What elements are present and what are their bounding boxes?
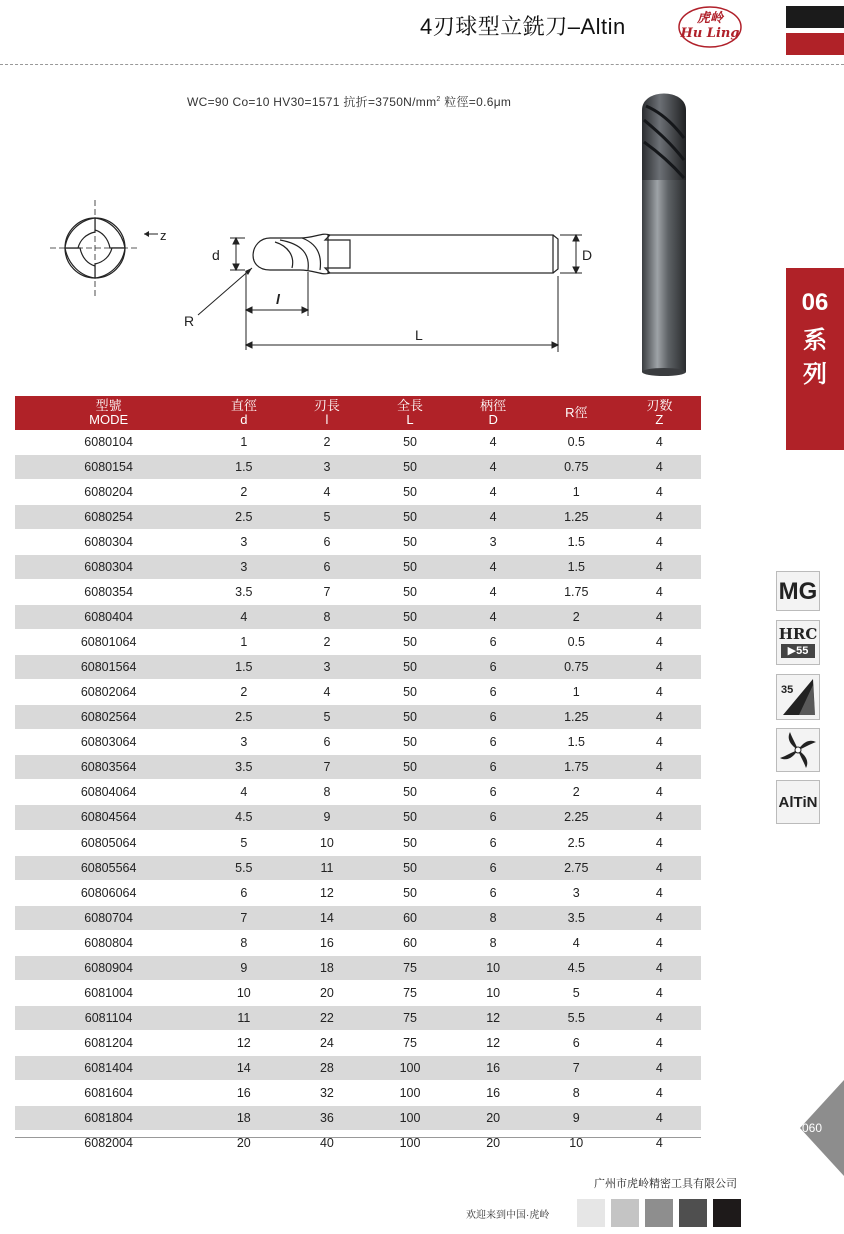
table-cell: 50 (368, 455, 451, 480)
helix-angle-icon (777, 675, 819, 719)
table-cell: 1.5 (535, 530, 618, 555)
table-cell: 1.5 (202, 455, 285, 480)
tool-drawing (40, 190, 593, 365)
series-tab-number: 06 (801, 289, 829, 316)
table-cell: 1.5 (535, 555, 618, 580)
table-cell: 6 (452, 880, 535, 905)
table-cell: 60806064 (15, 880, 202, 905)
table-cell: 2.5 (202, 705, 285, 730)
table-cell: 60801564 (15, 655, 202, 680)
table-row (15, 980, 701, 1005)
table-cell: 4 (618, 955, 701, 980)
table-cell: 60804064 (15, 780, 202, 805)
logo-latin: Hu Ling (680, 26, 740, 41)
table-row (15, 755, 701, 780)
table-cell: 4 (618, 530, 701, 555)
table-cell: 6 (452, 730, 535, 755)
table-cell: 50 (368, 855, 451, 880)
table-row (15, 930, 701, 955)
table-row (15, 1055, 701, 1080)
table-row (15, 505, 701, 530)
table-cell: 20 (202, 1130, 285, 1155)
table-cell: 6 (285, 555, 368, 580)
table-cell: 4 (618, 830, 701, 855)
column-header-top: 柄徑 (480, 398, 507, 413)
table-row (15, 705, 701, 730)
column-header-top: 全長 (397, 398, 424, 413)
table-cell: 6081104 (15, 1005, 202, 1030)
mg-badge: MG (776, 571, 820, 611)
table-cell: 2 (535, 605, 618, 630)
series-tab-char2: 列 (803, 361, 827, 388)
table-cell: 100 (368, 1105, 451, 1130)
table-cell: 4 (618, 855, 701, 880)
table-cell: 6 (285, 530, 368, 555)
table-cell: 4 (618, 980, 701, 1005)
table-cell: 4 (452, 455, 535, 480)
table-cell: 7 (285, 755, 368, 780)
table-cell: 2 (285, 630, 368, 655)
table-cell: 1 (535, 480, 618, 505)
table-cell: 14 (285, 905, 368, 930)
table-cell: 100 (368, 1055, 451, 1080)
table-cell: 4 (618, 505, 701, 530)
specs-sup: 2 (436, 96, 441, 103)
material-specs (187, 93, 511, 110)
table-cell: 1 (202, 630, 285, 655)
table-cell: 6081204 (15, 1030, 202, 1055)
helix-angle-value: 35 (781, 684, 794, 696)
table-cell: 11 (285, 855, 368, 880)
table-cell: 6 (202, 880, 285, 905)
side-view-icon (253, 234, 558, 274)
table-cell: 75 (368, 1005, 451, 1030)
welcome-text: 欢迎来到中国·虎岭 (466, 1210, 550, 1221)
table-row (15, 1030, 701, 1055)
table-cell: 4 (618, 705, 701, 730)
table-cell: 50 (368, 805, 451, 830)
table-bottom-rule (15, 1137, 701, 1138)
table-cell: 4 (452, 580, 535, 605)
table-cell: 5 (535, 980, 618, 1005)
table-cell: 12 (452, 1005, 535, 1030)
table-cell: 9 (202, 955, 285, 980)
table-cell: 12 (452, 1030, 535, 1055)
column-header (15, 396, 202, 430)
table-cell: 32 (285, 1080, 368, 1105)
page-title: 4刃球型立銑刀–Altin (420, 14, 626, 39)
table-cell: 5 (285, 705, 368, 730)
table-cell: 1 (202, 430, 285, 455)
table-cell: 50 (368, 530, 451, 555)
table-header-row (15, 396, 701, 430)
R-label: R (184, 313, 195, 329)
table-row (15, 805, 701, 830)
table-cell: 6 (452, 705, 535, 730)
table-cell: 50 (368, 730, 451, 755)
table-cell: 50 (368, 605, 451, 630)
table-cell: 6081604 (15, 1080, 202, 1105)
table-cell: 6081404 (15, 1055, 202, 1080)
table-cell: 16 (452, 1080, 535, 1105)
table-cell: 20 (452, 1130, 535, 1155)
table-cell: 4 (202, 605, 285, 630)
table-cell: 6080404 (15, 605, 202, 630)
table-row (15, 730, 701, 755)
table-cell: 4 (618, 480, 701, 505)
table-cell: 10 (202, 980, 285, 1005)
table-cell: 75 (368, 1030, 451, 1055)
table-cell: 8 (452, 930, 535, 955)
table-cell: 10 (452, 955, 535, 980)
color-swatch (611, 1199, 639, 1227)
table-cell: 36 (285, 1105, 368, 1130)
table-cell: 50 (368, 780, 451, 805)
hrc-label: HRC (778, 625, 818, 643)
table-cell: 6082004 (15, 1130, 202, 1155)
table-cell: 2 (202, 480, 285, 505)
table-cell: 20 (452, 1105, 535, 1130)
table-cell: 4 (618, 430, 701, 455)
table-cell: 4 (285, 480, 368, 505)
table-cell: 6 (452, 855, 535, 880)
table-cell: 0.5 (535, 430, 618, 455)
table-cell: 6081804 (15, 1105, 202, 1130)
table-cell: 3 (452, 530, 535, 555)
table-cell: 4 (452, 505, 535, 530)
table-cell: 8 (452, 905, 535, 930)
table-cell: 3 (202, 555, 285, 580)
table-cell: 0.75 (535, 655, 618, 680)
table-cell: 0.5 (535, 630, 618, 655)
column-header-bottom: L (406, 412, 414, 427)
table-row (15, 1080, 701, 1105)
table-cell: 12 (202, 1030, 285, 1055)
table-row (15, 1130, 701, 1155)
table-cell: 2.5 (535, 830, 618, 855)
table-cell: 60 (368, 930, 451, 955)
column-header-top: 刃長 (313, 398, 340, 413)
table-row (15, 430, 701, 455)
table-cell: 6 (452, 780, 535, 805)
table-cell: 4 (618, 930, 701, 955)
table-cell: 75 (368, 980, 451, 1005)
hrc-badge (776, 620, 820, 665)
color-swatch (645, 1199, 673, 1227)
table-cell: 50 (368, 580, 451, 605)
table-cell: 4 (618, 805, 701, 830)
table-cell: 4 (618, 1130, 701, 1155)
specs-text: WC=90 Co=10 HV30=1571 抗折=3750N/mm (187, 95, 437, 109)
table-cell: 4 (618, 580, 701, 605)
table-cell: 4 (618, 555, 701, 580)
table-cell: 3 (202, 530, 285, 555)
table-cell: 6080804 (15, 930, 202, 955)
table-cell: 8 (535, 1080, 618, 1105)
column-header (535, 396, 618, 430)
table-cell: 6 (535, 1030, 618, 1055)
table-cell: 3 (285, 655, 368, 680)
specs-tail: 粒徑=0.6μm (440, 95, 512, 109)
column-header-top: 直徑 (230, 398, 257, 413)
table-cell: 11 (202, 1005, 285, 1030)
logo-chinese: 虎岭 (696, 11, 723, 26)
table-row (15, 630, 701, 655)
table-cell: 6080304 (15, 555, 202, 580)
column-header-top: 刃数 (646, 398, 673, 413)
table-body (15, 430, 701, 1155)
table-cell: 4.5 (535, 955, 618, 980)
table-cell: 60803064 (15, 730, 202, 755)
column-header-bottom: D (488, 412, 498, 427)
table-cell: 6 (452, 805, 535, 830)
column-header (202, 396, 285, 430)
table-cell: 4 (618, 605, 701, 630)
table-cell: 1.25 (535, 705, 618, 730)
table-cell: 2 (285, 430, 368, 455)
table-cell: 6080254 (15, 505, 202, 530)
table-cell: 50 (368, 680, 451, 705)
table-row (15, 1005, 701, 1030)
table-row (15, 830, 701, 855)
column-header (285, 396, 368, 430)
table-cell: 4 (618, 1080, 701, 1105)
table-cell: 2.75 (535, 855, 618, 880)
table-cell: 100 (368, 1080, 451, 1105)
table-cell: 4 (618, 1005, 701, 1030)
table-cell: 24 (285, 1030, 368, 1055)
table-row (15, 680, 701, 705)
table-cell: 4 (618, 755, 701, 780)
table-cell: 14 (202, 1055, 285, 1080)
table-row (15, 480, 701, 505)
column-header (618, 396, 701, 430)
table-cell: 6080104 (15, 430, 202, 455)
table-cell: 18 (202, 1105, 285, 1130)
table-cell: 60805564 (15, 855, 202, 880)
l-label: l (276, 291, 280, 307)
column-header-bottom: Z (655, 412, 664, 427)
table-cell: 50 (368, 505, 451, 530)
table-cell: 60805064 (15, 830, 202, 855)
column-header-bottom: MODE (89, 412, 129, 427)
table-cell: 2.25 (535, 805, 618, 830)
table-cell: 3.5 (202, 755, 285, 780)
table-cell: 4 (202, 780, 285, 805)
table-cell: 8 (285, 605, 368, 630)
table-cell: 4 (618, 680, 701, 705)
table-cell: 4 (618, 905, 701, 930)
table-cell: 5.5 (535, 1005, 618, 1030)
table-cell: 6080354 (15, 580, 202, 605)
hrc-value: ▶55 (781, 644, 815, 658)
table-cell: 75 (368, 955, 451, 980)
table-cell: 16 (202, 1080, 285, 1105)
end-view-icon (50, 200, 140, 298)
table-cell: 6081004 (15, 980, 202, 1005)
four-flute-icon (777, 729, 819, 771)
column-header-top: 型號 (95, 398, 122, 413)
table-row (15, 530, 701, 555)
flute-count-badge (776, 728, 820, 772)
table-cell: 50 (368, 830, 451, 855)
table-row (15, 655, 701, 680)
table-cell: 4 (618, 780, 701, 805)
table-cell: 1.5 (535, 730, 618, 755)
header-bar-black (786, 6, 844, 28)
table-cell: 50 (368, 480, 451, 505)
table-row (15, 455, 701, 480)
table-cell: 6080154 (15, 455, 202, 480)
table-cell: 6 (452, 680, 535, 705)
table-cell: 6080904 (15, 955, 202, 980)
table-row (15, 605, 701, 630)
color-swatch (679, 1199, 707, 1227)
table-cell: 3.5 (202, 580, 285, 605)
table-cell: 4 (452, 480, 535, 505)
table-cell: 3 (535, 880, 618, 905)
end-mill-photo (630, 82, 700, 382)
table-cell: 3 (285, 455, 368, 480)
table-cell: 1.5 (202, 655, 285, 680)
page-number: 060 (802, 1121, 823, 1135)
series-tab-char1: 系 (803, 327, 827, 354)
table-cell: 16 (285, 930, 368, 955)
table-cell: 28 (285, 1055, 368, 1080)
table-cell: 100 (368, 1130, 451, 1155)
table-cell: 10 (285, 830, 368, 855)
table-cell: 9 (285, 805, 368, 830)
table-cell: 8 (285, 780, 368, 805)
table-cell: 6 (285, 730, 368, 755)
table-cell: 6080304 (15, 530, 202, 555)
table-cell: 6 (452, 655, 535, 680)
column-header-top: R徑 (565, 405, 588, 420)
table-cell: 60803564 (15, 755, 202, 780)
coating-badge: AlTiN (776, 780, 820, 824)
table-cell: 50 (368, 705, 451, 730)
table-cell: 4 (618, 730, 701, 755)
table-cell: 1.75 (535, 755, 618, 780)
d-label: d (212, 247, 220, 263)
color-swatch (713, 1199, 741, 1227)
table-cell: 18 (285, 955, 368, 980)
table-cell: 5.5 (202, 855, 285, 880)
table-cell: 4 (285, 680, 368, 705)
table-row (15, 1105, 701, 1130)
table-cell: 4 (618, 630, 701, 655)
table-cell: 40 (285, 1130, 368, 1155)
table-cell: 3.5 (535, 905, 618, 930)
table-cell: 3 (202, 730, 285, 755)
table-cell: 4 (618, 1105, 701, 1130)
table-cell: 60804564 (15, 805, 202, 830)
table-row (15, 780, 701, 805)
table-cell: 10 (452, 980, 535, 1005)
brand-logo (677, 4, 743, 50)
table-row (15, 955, 701, 980)
table-cell: 8 (202, 930, 285, 955)
table-cell: 50 (368, 880, 451, 905)
table-cell: 7 (202, 905, 285, 930)
table-cell: 6 (452, 755, 535, 780)
table-cell: 6080204 (15, 480, 202, 505)
table-cell: 2 (202, 680, 285, 705)
table-cell: 60802064 (15, 680, 202, 705)
column-header-bottom: d (240, 412, 248, 427)
table-row (15, 555, 701, 580)
table-cell: 9 (535, 1105, 618, 1130)
table-cell: 4 (618, 1030, 701, 1055)
header-divider (0, 64, 844, 65)
table-cell: 12 (285, 880, 368, 905)
series-tab (786, 268, 844, 450)
table-cell: 4 (452, 605, 535, 630)
table-cell: 0.75 (535, 455, 618, 480)
table-cell: 20 (285, 980, 368, 1005)
table-cell: 5 (285, 505, 368, 530)
table-cell: 1.25 (535, 505, 618, 530)
table-row (15, 905, 701, 930)
spec-table (15, 396, 701, 1156)
table-cell: 1 (535, 680, 618, 705)
color-swatch (577, 1199, 605, 1227)
table-cell: 4 (452, 555, 535, 580)
table-cell: 50 (368, 630, 451, 655)
table-cell: 22 (285, 1005, 368, 1030)
table-cell: 7 (285, 580, 368, 605)
table-cell: 6080704 (15, 905, 202, 930)
table-cell: 10 (535, 1130, 618, 1155)
column-header-bottom: l (325, 412, 329, 427)
company-name: 广州市虎岭精密工具有限公司 (594, 1178, 737, 1190)
table-cell: 4 (618, 880, 701, 905)
table-row (15, 580, 701, 605)
table-cell: 7 (535, 1055, 618, 1080)
column-header (452, 396, 535, 430)
table-row (15, 880, 701, 905)
header-bar-red (786, 33, 844, 55)
table-cell: 4 (535, 930, 618, 955)
L-label: L (415, 327, 423, 343)
table-cell: 50 (368, 430, 451, 455)
table-cell: 4 (618, 655, 701, 680)
table-cell: 4 (618, 455, 701, 480)
D-label: D (582, 247, 593, 263)
table-cell: 2.5 (202, 505, 285, 530)
table-cell: 6 (452, 830, 535, 855)
table-cell: 4 (452, 430, 535, 455)
table-cell: 50 (368, 555, 451, 580)
table-cell: 50 (368, 655, 451, 680)
table-cell: 60 (368, 905, 451, 930)
table-cell: 2 (535, 780, 618, 805)
table-cell: 60802564 (15, 705, 202, 730)
table-row (15, 855, 701, 880)
table-cell: 4 (618, 1055, 701, 1080)
column-header (368, 396, 451, 430)
table-cell: 1.75 (535, 580, 618, 605)
z-axis-label: z (160, 228, 167, 243)
table-cell: 5 (202, 830, 285, 855)
helix-angle-badge (776, 674, 820, 720)
table-cell: 50 (368, 755, 451, 780)
table-cell: 60801064 (15, 630, 202, 655)
table-cell: 4.5 (202, 805, 285, 830)
table-cell: 16 (452, 1055, 535, 1080)
table-cell: 6 (452, 630, 535, 655)
